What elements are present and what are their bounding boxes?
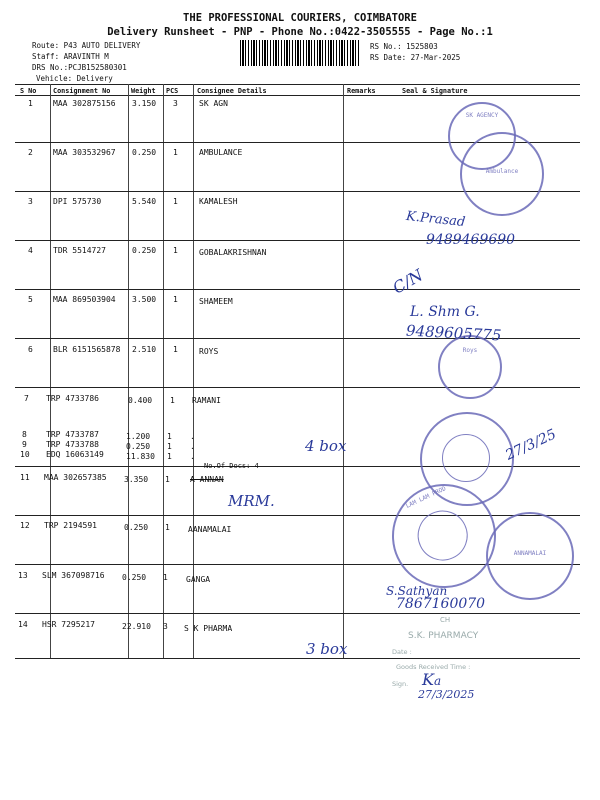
row-weight: 0.250 [126,442,151,451]
row-consignment: TRP 4733786 [46,394,99,403]
col-header-consignment: Consignment No [53,87,111,95]
row-consignment: MAA 303532967 [53,148,116,157]
row-pcs: 3 [163,622,168,631]
meta-right [370,41,460,63]
row-consignment: EDQ 16063149 [46,450,104,459]
row-consignment: SLM 367098716 [42,571,105,580]
phone-row3: 9489469690 [426,232,516,248]
sk-agency-stamp: SK AGENCY [448,102,516,170]
drs-no: DRS No.:PCJB152580301 [32,63,127,72]
row-consignment: BLR 6151565878 [53,345,121,354]
staff: Staff: ARAVINTH M [32,52,109,61]
row-weight: 11.830 [126,452,155,461]
sk-pharmacy-stamp: S.K. PHARMACY [408,631,479,641]
lam-stamp: LAM LAM PROD [375,467,513,605]
col-divider [343,84,344,658]
table-bottom-rule [15,658,580,659]
col-header-pcs: PCS [166,87,179,95]
col-header-sno: S No [20,87,37,95]
row-sno: 6 [28,345,33,354]
row-pcs: 1 [167,432,172,441]
row-consignee: . [190,442,195,451]
row-consignee: SHAMEEM [199,297,233,306]
row-sno: 3 [28,197,33,206]
row-sno: 14 [18,620,28,629]
row-separator [15,613,580,614]
row-pcs: 1 [173,246,178,255]
barcode [240,40,360,66]
row-pcs: 1 [170,396,175,405]
row-pcs: 1 [173,295,178,304]
row-weight: 0.250 [132,246,157,255]
row-consignment: HSR 7295217 [42,620,95,629]
row-weight: 0.250 [132,148,157,157]
row-consignee: GANGA [186,575,211,584]
row-consignment: MAA 302875156 [53,99,116,108]
col-header-weight: Weight [131,87,156,95]
row-pcs: 1 [167,452,172,461]
row-sno: 2 [28,148,33,157]
route: Route: P43 AUTO DELIVERY [32,41,141,50]
table-header-rule [15,95,580,96]
meta-left [32,40,140,84]
anamalai-stamp: ANNAMALAI [486,512,574,600]
row-consignee: . [190,452,195,461]
row-consignment: TRP 4733787 [46,430,99,439]
col-divider [163,84,164,658]
row-weight: 1.200 [126,432,151,441]
col-header-remarks: Remarks [347,87,376,95]
date-row7: 27/3/25 [503,426,559,464]
row-sno: 11 [20,473,30,482]
box-note-row14: 3 box [306,640,348,658]
row-sno: 9 [22,440,27,449]
row-consignee: ROYS [199,347,219,356]
row-weight: 5.540 [132,197,157,206]
row-consignment: TRP 4733788 [46,440,99,449]
col-divider [128,84,129,658]
rs-date: RS Date: 27-Mar-2025 [370,53,461,62]
signature-row11: MRM. [228,492,275,510]
stamp-date-label: Date : [392,648,412,656]
row-sno: 5 [28,295,33,304]
row-sno: 7 [24,394,29,403]
row-consignee: AANAMALAI [188,525,232,534]
phone-row13: 7867160070 [396,596,486,612]
row-sno: 13 [18,571,28,580]
row-pcs: 1 [165,475,170,484]
date-row14: 27/3/2025 [418,688,475,701]
row-consignee: GOBALAKRISHNAN [199,248,267,257]
phone-row5: 9489605775 [405,321,502,345]
row-weight: 3.500 [132,295,157,304]
stamp-goods-label: Goods Received Time : [396,663,471,671]
row-consignee: SK AGN [199,99,228,108]
row-weight: 2.510 [132,345,157,354]
row-consignment: TDR 5514727 [53,246,106,255]
company-title: THE PROFESSIONAL COURIERS, COIMBATORE [183,12,417,24]
stamp-sign-label: Sign. [392,680,409,688]
ch-stamp: CH [440,616,451,624]
row-consignment: TRP 2194591 [44,521,97,530]
row-pcs: 1 [165,523,170,532]
row-consignment: DPI 575730 [53,197,102,206]
row-pcs: 1 [167,442,172,451]
pharmacy-signature: Ka [422,670,442,689]
row-consignee: S K PHARMA [184,624,233,633]
box-note-row7: 4 box [305,437,347,455]
row-weight: 0.250 [122,573,147,582]
row-separator [15,289,580,290]
row-pcs: 1 [173,345,178,354]
row-weight: 3.350 [124,475,149,484]
row-consignee: KAMALESH [199,197,238,206]
row-pcs: 1 [163,573,168,582]
row-weight: 0.250 [124,523,149,532]
row-consignment: MAA 302657385 [44,473,107,482]
row-consignee: . [190,432,195,441]
row-pcs: 3 [173,99,178,108]
row-separator [15,515,580,516]
runsheet-subtitle: Delivery Runsheet - PNP - Phone No.:0422-3505555 - Page No.:1 [107,26,493,38]
row-weight: 3.150 [132,99,157,108]
row-sno: 1 [28,99,33,108]
row-weight: 0.400 [128,396,153,405]
row-consignee: A ANNAN [190,475,224,484]
row-consignee: AMBULANCE [199,148,243,157]
no-of-docs: No.Of Docs: 4 [204,462,259,470]
row-consignment: MAA 869503904 [53,295,116,304]
vehicle: Vehicle: Delivery [36,74,113,83]
col-header-seal: Seal & Signature [402,87,468,95]
signature-row3: K.Prasad [405,208,466,231]
row-pcs: 1 [173,148,178,157]
table-top-rule [15,84,580,85]
row-separator [15,387,580,388]
row-pcs: 1 [173,197,178,206]
col-header-consignee: Consignee Details [197,87,267,95]
signature-row13: S.Sathyan [386,584,448,598]
row-sno: 4 [28,246,33,255]
row-sno: 10 [20,450,30,459]
cn-note-row5: C/N [389,265,427,298]
signature-row5: L. Shm G. [410,304,480,320]
row-sno: 12 [20,521,30,530]
ambulance-stamp: Ambulance [460,132,544,216]
row-weight: 22.910 [122,622,151,631]
rs-no: RS No.: 1525803 [370,42,438,51]
roys-stamp: Roys [438,335,502,399]
row-consignee: RAMANI [192,396,221,405]
col-divider [193,84,194,658]
row-sno: 8 [22,430,27,439]
